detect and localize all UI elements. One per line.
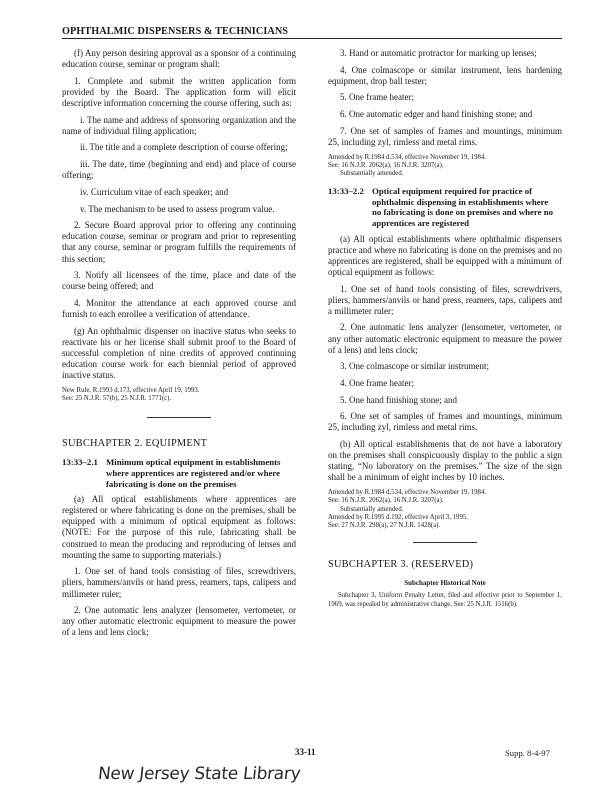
- section-number: 13:33–2.1: [62, 457, 98, 468]
- section-title-line: no fabricating is done on premises and where no: [372, 207, 554, 218]
- supplement-date: Supp. 8-4-97: [505, 748, 550, 758]
- source-note: See: 27 N.J.R. 298(a), 27 N.J.R. 1428(a).: [328, 521, 441, 529]
- paragraph-f-3: 3. Notify all licensees of the time, place and date of the course being offered; and: [62, 270, 296, 292]
- paragraph-a-3: 3. Hand or automatic protractor for marking up lenses;: [340, 48, 537, 58]
- source-note: Amended by R.1984 d.534, effective November 19, 1984.: [328, 153, 487, 161]
- source-note: Substantially amended.: [340, 170, 404, 178]
- left-column: [62, 48, 296, 644]
- running-header: OPHTHALMIC DISPENSERS & TECHNICIANS: [62, 26, 562, 39]
- paragraph-a-7: 7. One set of samples of frames and mountings, minimum 25, including zyl, rimless and metal rims.: [328, 125, 562, 147]
- paragraph-a: (a) All optical establishments where apprentices are registered or where fabricating is done on the premises, shall be equipped with a minimum of optical equipment as follows: (NOTE: For the purpose of this rule, fabricating shall be construed to mean the producing and reproducing of lenses and mounting the same to supporting materials.): [62, 494, 296, 560]
- paragraph-f-1-iv: iv. Curriculum vitae of each speaker; and: [80, 186, 229, 197]
- paragraph-a-5: 5. One hand finishing stone; and: [340, 394, 457, 405]
- paragraph-a-1: 1. One set of hand tools consisting of files, screwdrivers, pliers, hammers/anvils or hand press, reamers, taps, calipers and millimeter ruler;: [62, 566, 296, 599]
- paragraph-a-2: 2. One automatic lens analyzer (lensometer, vertometer, or any other automatic electronic equipment to measure the power of a lens) and lens clock;: [328, 322, 562, 355]
- source-note: See: 16 N.J.R. 2062(a), 16 N.J.R. 3207(a).: [328, 161, 444, 169]
- source-note: Amended by R.1984 d.534, effective November 19, 1984.: [328, 489, 487, 497]
- section-heading-2-2: [328, 186, 562, 228]
- paragraph-g: (g) An ophthalmic dispenser on inactive status who seeks to reactivate his or her license shall submit proof to the Board of successful completion of nine credits of approved continuing education course work for each biennial period of approved inactive status.: [62, 325, 296, 381]
- paragraph-b: (b) All optical establishments that do not have a laboratory on the premises shall conspicuously display to the public a sign stating, “No laboratory on the premises.” The size of the sign shall be a minimum of eight inches by 10 inches.: [328, 439, 562, 483]
- subchapter-3-heading: SUBCHAPTER 3. (RESERVED): [328, 559, 474, 571]
- source-note: Substantially amended.: [340, 505, 404, 513]
- paragraph-f-1-iii: iii. The date, time (beginning and end) and place of course offering;: [62, 159, 296, 181]
- divider: [147, 417, 211, 418]
- section-title-line: apprentices are registered: [372, 218, 470, 229]
- paragraph-f-1-v: v. The mechanism to be used to assess program value.: [80, 203, 275, 214]
- section-heading-2-1: [62, 457, 296, 489]
- paragraph-a-5: 5. One frame heater;: [340, 92, 414, 103]
- paragraph-f-1-ii: ii. The title and a complete description of course offering;: [80, 142, 288, 153]
- paragraph-a-3: 3. One colmascope or similar instrument;: [340, 361, 489, 372]
- paragraph-f: (f) Any person desiring approval as a sponsor of a continuing education course, seminar or program shall:: [62, 48, 296, 70]
- section-title-line: Optical equipment required for practice of: [372, 186, 533, 197]
- paragraph-a: (a) All optical establishments where ophthalmic dispensers practice and where no fabricating is done on the premises and no apprentices are registered, shall be equipped with a minimum of optical equipment as follows:: [328, 233, 562, 277]
- section-title-line: ophthalmic dispensing in establishments where: [372, 196, 549, 207]
- paragraph-a-6: 6. One automatic edger and hand finishing stone; and: [340, 109, 533, 120]
- historical-note-body: Subchapter 3, Uniform Penalty Letter, filed and effective prior to September 1, 1969, was repealed by administrative change. See: 25 N.J.R. 1516(b).: [328, 592, 562, 608]
- section-title-line: where apprentices are registered and/or where: [106, 467, 281, 478]
- divider: [413, 542, 477, 543]
- library-stamp: New Jersey State Library: [96, 764, 302, 784]
- page-number: 33-11: [295, 747, 316, 757]
- section-title-line: Minimum optical equipment in establishments: [106, 457, 281, 468]
- subchapter-2-heading: SUBCHAPTER 2. EQUIPMENT: [62, 438, 208, 450]
- section-number: 13:33–2.2: [328, 186, 364, 197]
- paragraph-a-4: 4. One colmascope or similar instrument, lens hardening equipment, drop ball tester;: [328, 64, 562, 86]
- paragraph-a-2: 2. One automatic lens analyzer (lensometer, vertometer, or any other automatic electronic equipment to measure the power of a lens and lens clock;: [62, 605, 296, 638]
- source-note: New Rule, R.1993 d.173, effective April 19, 1993.: [62, 386, 200, 394]
- paragraph-a-1: 1. One set of hand tools consisting of files, screwdrivers, pliers, hammers/anvils or hand press, reamers, taps, calipers and a millimeter ruler;: [328, 283, 562, 316]
- paragraph-f-1-i: i. The name and address of sponsoring organization and the name of individual filing application;: [62, 114, 296, 136]
- historical-note-title: Subchapter Historical Note: [404, 579, 486, 588]
- paragraph-a-4: 4. One frame heater;: [340, 378, 414, 389]
- section-title-line: fabricating is done on the premises: [106, 478, 237, 489]
- source-note: Amended by R.1995 d.192, effective April 3, 1995.: [328, 513, 468, 521]
- paragraph-f-4: 4. Monitor the attendance at each approved course and furnish to each enrollee a verification of attendance.: [62, 298, 296, 320]
- source-note: See: 25 N.J.R. 57(b), 25 N.J.R. 1771(c).: [62, 395, 172, 403]
- right-column: [328, 48, 562, 614]
- source-note: See: 16 N.J.R. 2062(a), 16 N.J.R. 3207(a).: [328, 497, 444, 505]
- paragraph-f-1: 1. Complete and submit the written application form provided by the Board. The application form will elicit descriptive information concerning the course offering, such as:: [62, 75, 296, 108]
- paragraph-f-2: 2. Secure Board approval prior to offering any continuing education course, seminar or program and prior to representing that any course, seminar or program fulfills the requirements of this section;: [62, 220, 296, 264]
- paragraph-a-6: 6. One set of samples of frames and mountings, minimum 25, including zyl, rimless and metal rims.: [328, 411, 562, 433]
